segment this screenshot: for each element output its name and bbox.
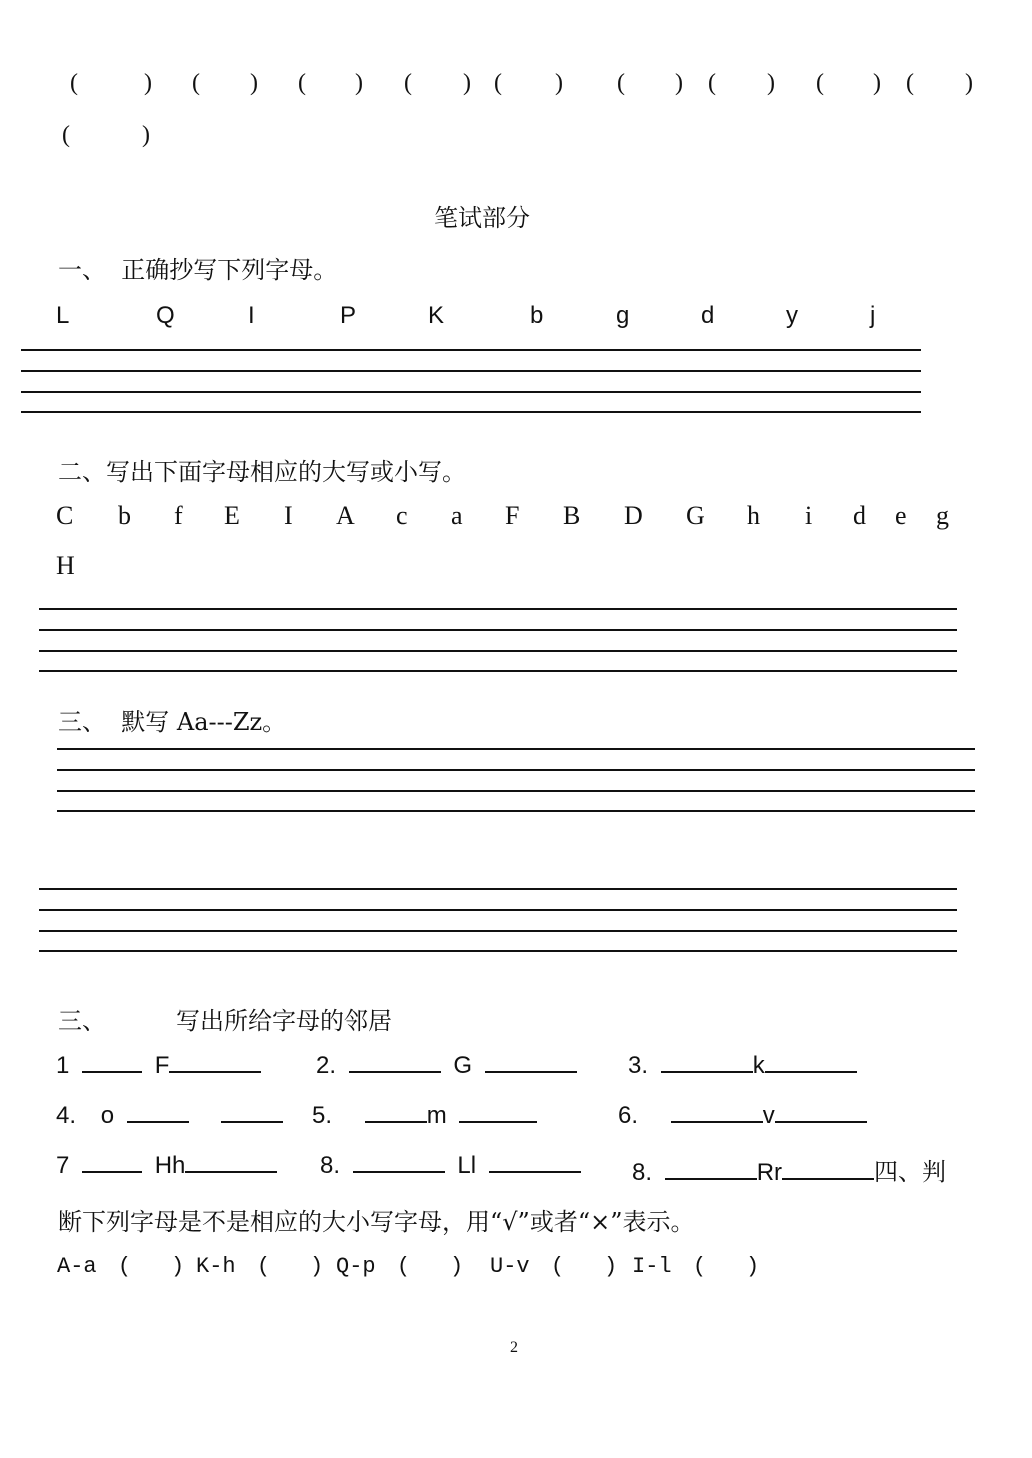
item-letter: m	[426, 1102, 447, 1129]
item-number: 4.	[56, 1102, 77, 1129]
paren: )	[144, 70, 152, 96]
section5-heading: 断下列字母是不是相应的大小写字母，用“√”或者“×”表示。	[58, 1208, 695, 1236]
convert-letter: G	[686, 501, 705, 530]
convert-letter: B	[563, 501, 581, 530]
paren: )	[767, 70, 775, 96]
writing-line	[39, 650, 957, 652]
item-number: 8.	[320, 1152, 341, 1179]
neighbor-item	[316, 1052, 577, 1080]
item-letter: F	[154, 1052, 170, 1079]
paren: (	[70, 70, 78, 96]
copy-letter: g	[616, 302, 630, 329]
answer-paren-open[interactable]: (	[256, 1254, 271, 1279]
paren: (	[192, 70, 200, 96]
case-pair	[57, 1254, 184, 1279]
paren: (	[617, 70, 625, 96]
writing-line	[39, 888, 957, 890]
answer-blank[interactable]	[169, 1070, 261, 1073]
paren: )	[355, 70, 363, 96]
answer-paren-open[interactable]: (	[396, 1254, 411, 1279]
writing-line	[21, 349, 921, 351]
answer-paren-close[interactable]: )	[450, 1254, 464, 1279]
paren: (	[708, 70, 716, 96]
convert-letter: h	[747, 501, 760, 530]
item-letter: v	[762, 1102, 775, 1129]
paren: (	[404, 70, 412, 96]
answer-paren-open[interactable]: (	[117, 1254, 132, 1279]
item-number: 2.	[316, 1052, 337, 1079]
neighbor-item	[312, 1102, 537, 1130]
copy-letter: K	[428, 302, 445, 329]
writing-line	[21, 391, 921, 393]
section5-heading-start: 四、判	[874, 1158, 947, 1186]
section3-heading: 三、 默写 Aa---Zz。	[58, 708, 287, 736]
convert-letter: c	[396, 501, 408, 530]
answer-blank[interactable]	[127, 1120, 189, 1123]
answer-blank[interactable]	[671, 1120, 763, 1123]
paren: )	[675, 70, 683, 96]
copy-letter: j	[870, 302, 876, 329]
neighbor-item	[56, 1152, 277, 1180]
case-pair	[490, 1254, 617, 1279]
paren: )	[873, 70, 881, 96]
answer-blank[interactable]	[661, 1070, 753, 1073]
neighbor-item	[632, 1152, 946, 1187]
answer-paren-close[interactable]: )	[746, 1254, 760, 1279]
paren: (	[494, 70, 502, 96]
copy-letter: y	[786, 302, 798, 329]
convert-letter: D	[624, 501, 643, 530]
paren: )	[250, 70, 258, 96]
item-number: 7	[56, 1152, 70, 1179]
writing-line	[39, 608, 957, 610]
writing-line	[39, 950, 957, 952]
paren: )	[555, 70, 563, 96]
writing-line	[39, 670, 957, 672]
paren: (	[298, 70, 306, 96]
pair-label: A-a	[57, 1254, 97, 1279]
answer-blank[interactable]	[221, 1120, 283, 1123]
neighbor-item	[56, 1052, 261, 1080]
answer-blank[interactable]	[489, 1170, 581, 1173]
case-pair	[336, 1254, 463, 1279]
section4-heading: 写出所给字母的邻居	[176, 1007, 392, 1035]
convert-letter: H	[56, 551, 75, 580]
convert-letter: d	[853, 501, 866, 530]
answer-paren-close[interactable]: )	[171, 1254, 185, 1279]
convert-letter: g	[936, 501, 949, 530]
convert-letter: F	[505, 501, 520, 530]
item-letter: Ll	[457, 1152, 477, 1179]
convert-letter: b	[118, 501, 131, 530]
convert-letter: a	[451, 501, 463, 530]
neighbor-item	[320, 1152, 581, 1180]
answer-blank[interactable]	[485, 1070, 577, 1073]
item-letter: k	[752, 1052, 765, 1079]
writing-line	[57, 748, 975, 750]
answer-blank[interactable]	[459, 1120, 537, 1123]
pair-label: I-l	[632, 1254, 672, 1279]
paren: (	[62, 122, 70, 148]
paren: )	[463, 70, 471, 96]
item-number: 3.	[628, 1052, 649, 1079]
convert-letter: e	[895, 501, 907, 530]
case-pair	[632, 1254, 759, 1279]
page-title: 笔试部分	[434, 204, 530, 232]
answer-blank[interactable]	[775, 1120, 867, 1123]
answer-blank[interactable]	[82, 1170, 142, 1173]
convert-letter: I	[284, 501, 293, 530]
answer-paren-close[interactable]: )	[604, 1254, 618, 1279]
item-number: 1	[56, 1052, 70, 1079]
answer-blank[interactable]	[185, 1170, 277, 1173]
neighbor-item	[618, 1102, 867, 1130]
convert-letter: f	[174, 501, 183, 530]
paren: (	[816, 70, 824, 96]
paren: )	[142, 122, 150, 148]
answer-blank[interactable]	[82, 1070, 142, 1073]
answer-paren-open[interactable]: (	[550, 1254, 565, 1279]
convert-letter: E	[224, 501, 240, 530]
writing-line	[57, 790, 975, 792]
item-letter: G	[453, 1052, 473, 1079]
answer-paren-close[interactable]: )	[310, 1254, 324, 1279]
item-letter: Rr	[756, 1159, 783, 1186]
section1-heading: 一、 正确抄写下列字母。	[58, 256, 338, 284]
item-number: 6.	[618, 1102, 639, 1129]
pair-label: Q-p	[336, 1254, 376, 1279]
answer-blank[interactable]	[365, 1120, 427, 1123]
writing-line	[57, 810, 975, 812]
writing-line	[39, 909, 957, 911]
neighbor-item	[56, 1102, 283, 1130]
section2-heading: 二、写出下面字母相应的大写或小写。	[58, 458, 466, 486]
answer-blank[interactable]	[782, 1177, 874, 1180]
convert-letter: C	[56, 501, 74, 530]
case-pair	[196, 1254, 323, 1279]
item-number: 5.	[312, 1102, 333, 1129]
answer-blank[interactable]	[353, 1170, 445, 1173]
writing-line	[39, 930, 957, 932]
section4-heading-number: 三、	[58, 1007, 106, 1035]
item-letter: Hh	[154, 1152, 186, 1179]
item-letter: o	[100, 1102, 115, 1129]
convert-letter: i	[805, 501, 813, 530]
paren: (	[906, 70, 914, 96]
writing-line	[21, 370, 921, 372]
writing-line	[57, 769, 975, 771]
item-number: 8.	[632, 1159, 653, 1186]
convert-letter: A	[336, 501, 355, 530]
copy-letter: P	[340, 302, 357, 329]
answer-paren-open[interactable]: (	[692, 1254, 707, 1279]
neighbor-item	[628, 1052, 857, 1080]
copy-letter: Q	[156, 302, 175, 329]
writing-line	[21, 411, 921, 413]
writing-line	[39, 629, 957, 631]
copy-letter: b	[530, 302, 544, 329]
pair-label: K-h	[196, 1254, 236, 1279]
copy-letter: I	[248, 302, 255, 329]
copy-letter: L	[56, 302, 70, 329]
page-number: 2	[510, 1339, 518, 1356]
answer-blank[interactable]	[349, 1070, 441, 1073]
answer-blank[interactable]	[665, 1177, 757, 1180]
pair-label: U-v	[490, 1254, 530, 1279]
paren: )	[965, 70, 973, 96]
answer-blank[interactable]	[765, 1070, 857, 1073]
copy-letter: d	[701, 302, 715, 329]
